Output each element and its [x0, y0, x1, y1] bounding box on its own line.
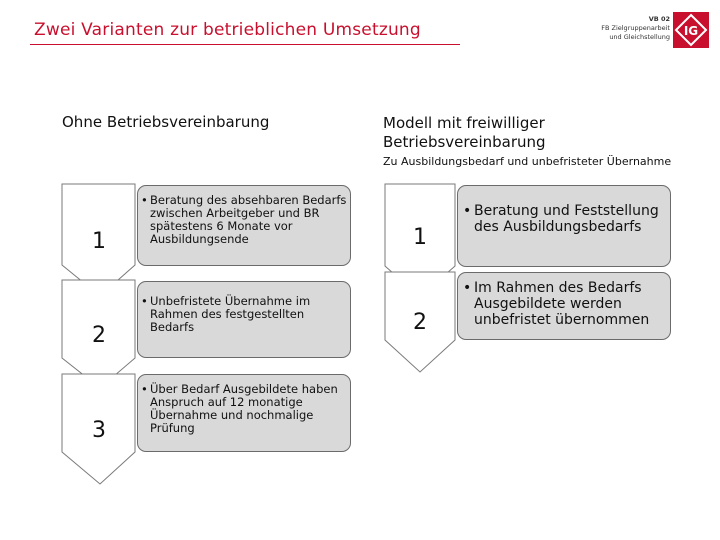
logo-line-3: und Gleichstellung [609, 33, 670, 41]
left-step-card-2 [137, 281, 351, 358]
left-step-text-2 [138, 295, 350, 334]
right-step-2-description: Im Rahmen des Bedarfs Ausgebildete werden unbefristet übernommen [474, 280, 650, 328]
left-step-number-1: 1 [92, 229, 106, 254]
left-step-card-1 [137, 185, 351, 266]
left-step-text-3 [138, 383, 350, 435]
right-column-heading: Modell mit freiwilliger Betriebsvereinbarung [383, 114, 546, 151]
right-step-text-1 [458, 203, 670, 235]
right-step-card-1 [457, 185, 671, 267]
left-step-card-3 [137, 374, 351, 452]
right-step-1-description: Beratung und Feststellung des Ausbildungsbedarfs [474, 203, 659, 235]
left-step-number-3: 3 [92, 418, 106, 443]
page-title: Zwei Varianten zur betrieblichen Umsetzung [34, 20, 421, 40]
right-step-number-2: 2 [413, 310, 427, 335]
logo-line-2: FB Zielgruppenarbeit [601, 24, 670, 32]
right-step-number-1: 1 [413, 225, 427, 250]
bullet-icon [141, 294, 150, 308]
logo-mark-text: IG [683, 24, 699, 38]
bullet-icon [141, 382, 150, 396]
left-step-text-1 [138, 194, 350, 246]
left-column-heading: Ohne Betriebsvereinbarung [62, 113, 270, 131]
bullet-icon [463, 280, 474, 296]
left-step-2-description: Unbefristete Übernahme im Rahmen des festgestellten Bedarfs [150, 294, 311, 334]
left-step-1-description: Beratung des absehbaren Bedarfs zwischen Arbeitgeber und BR spätestens 6 Monate vor Ausbildungsende [150, 193, 347, 246]
right-step-card-2 [457, 272, 671, 340]
bullet-icon [141, 193, 150, 207]
right-step-text-2 [458, 280, 670, 328]
logo-line-1: VB 02 [648, 15, 670, 23]
right-column-subheading: Zu Ausbildungsbedarf und unbefristeter Übernahme [383, 155, 672, 168]
left-step-number-2: 2 [92, 323, 106, 348]
left-step-3-description: Über Bedarf Ausgebildete haben Anspruch auf 12 monatige Übernahme und nochmalige Prüfung [150, 382, 338, 435]
bullet-icon [463, 203, 474, 219]
